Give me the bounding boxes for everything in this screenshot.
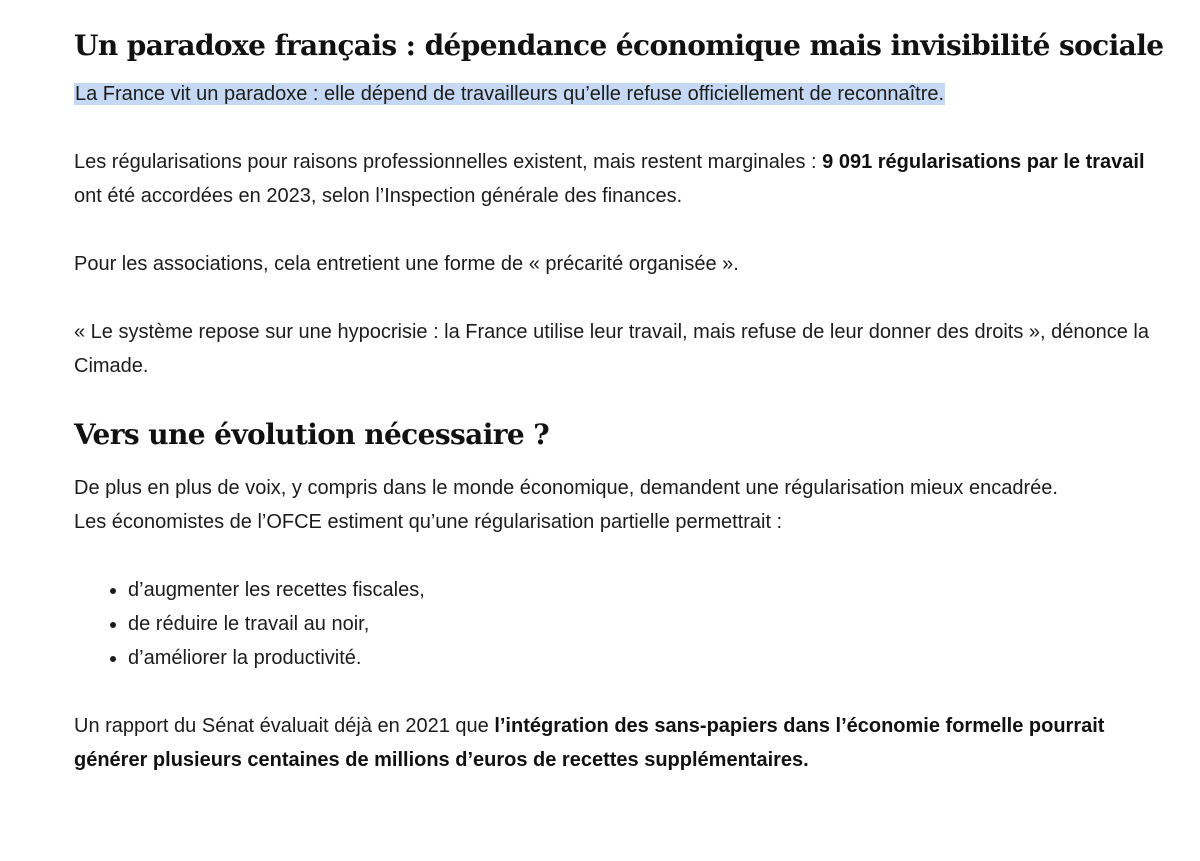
- section-heading-evolution: Vers une évolution nécessaire ?: [74, 418, 550, 451]
- list-item: • d’augmenter les recettes fiscales,: [128, 573, 1170, 607]
- paragraph-ofce: Les économistes de l’OFCE estiment qu’une régularisation partielle permettrait :: [74, 511, 783, 533]
- paragraph-intro: [74, 77, 1170, 111]
- paragraph-regularisations-text-1: Les régularisations pour raisons professionnelles existent, mais restent marginales :: [74, 151, 823, 173]
- selected-text-highlight[interactable]: La France vit un paradoxe : elle dépend de travailleurs qu’elle refuse officiellement de reconnaître.: [75, 83, 945, 105]
- paragraph-senat-text: Un rapport du Sénat évaluait déjà en 2021 que: [74, 715, 495, 737]
- list-item: • d’améliorer la productivité.: [128, 641, 1170, 675]
- paragraph-cimade-quote: « Le système repose sur une hypocrisie : la France utilise leur travail, mais refuse de leur donner des droits », dénonce la Cimade.: [74, 321, 1149, 377]
- paragraph-voix: De plus en plus de voix, y compris dans le monde économique, demandent une régularisation mieux encadrée.: [74, 477, 1058, 499]
- benefits-list: [74, 573, 1170, 675]
- paragraph-associations: Pour les associations, cela entretient une forme de « précarité organisée ».: [74, 253, 739, 275]
- paragraph-regularisations-bold: 9 091 régularisations par le travail: [822, 151, 1145, 173]
- paragraph-senat: [74, 709, 1170, 777]
- section-heading-paradoxe: Un paradoxe français : dépendance économique mais invisibilité sociale: [74, 29, 1164, 62]
- paragraph-regularisations-text-2: ont été accordées en 2023, selon l’Inspection générale des finances.: [74, 185, 683, 207]
- list-item: • de réduire le travail au noir,: [128, 607, 1170, 641]
- paragraph-senat-bold: l’intégration des sans-papiers dans l’économie formelle pourrait générer plusieurs centaines de millions d’euros de recettes supplémentaires.: [74, 715, 1105, 771]
- paragraph-regularisations: [74, 145, 1170, 213]
